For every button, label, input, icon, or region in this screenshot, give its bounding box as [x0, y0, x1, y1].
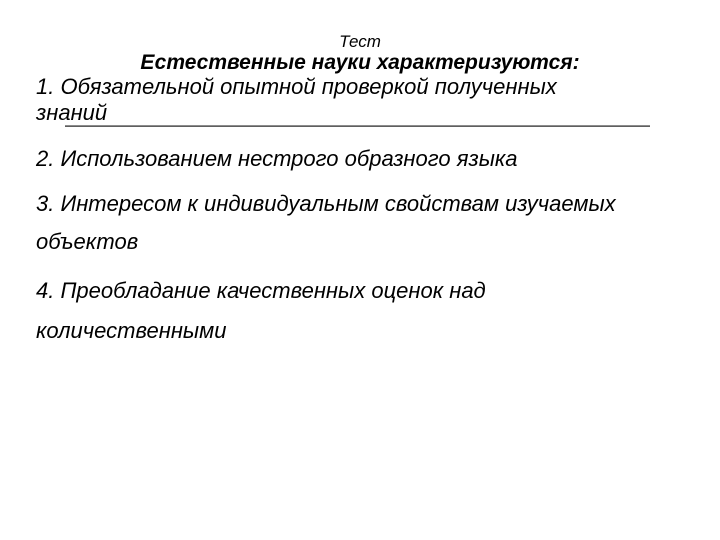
- page-subtitle: Естественные науки характеризуются:: [140, 51, 580, 74]
- list-item-3-line-1: 3. Интересом к индивидуальным свойствам изучаемых: [36, 191, 616, 216]
- list-item-3: [36, 185, 700, 261]
- list-item-1: [36, 74, 700, 126]
- list-item-4-line-1: 4. Преобладание качественных оценок над: [36, 278, 486, 303]
- list-item-2-line-1: 2. Использованием нестрого образного языка: [36, 146, 518, 171]
- list-item-4-line-2: количественными: [36, 318, 227, 343]
- list-item-1-line-2: знаний: [36, 100, 108, 125]
- list-item-4: [36, 271, 700, 351]
- list-item-3-line-2: объектов: [36, 229, 139, 254]
- answer-underline: [65, 125, 650, 127]
- list-item-1-line-1: 1. Обязательной опытной проверкой полученных: [36, 74, 557, 99]
- list-item-2: [36, 146, 700, 172]
- page-title: Тест: [339, 32, 381, 51]
